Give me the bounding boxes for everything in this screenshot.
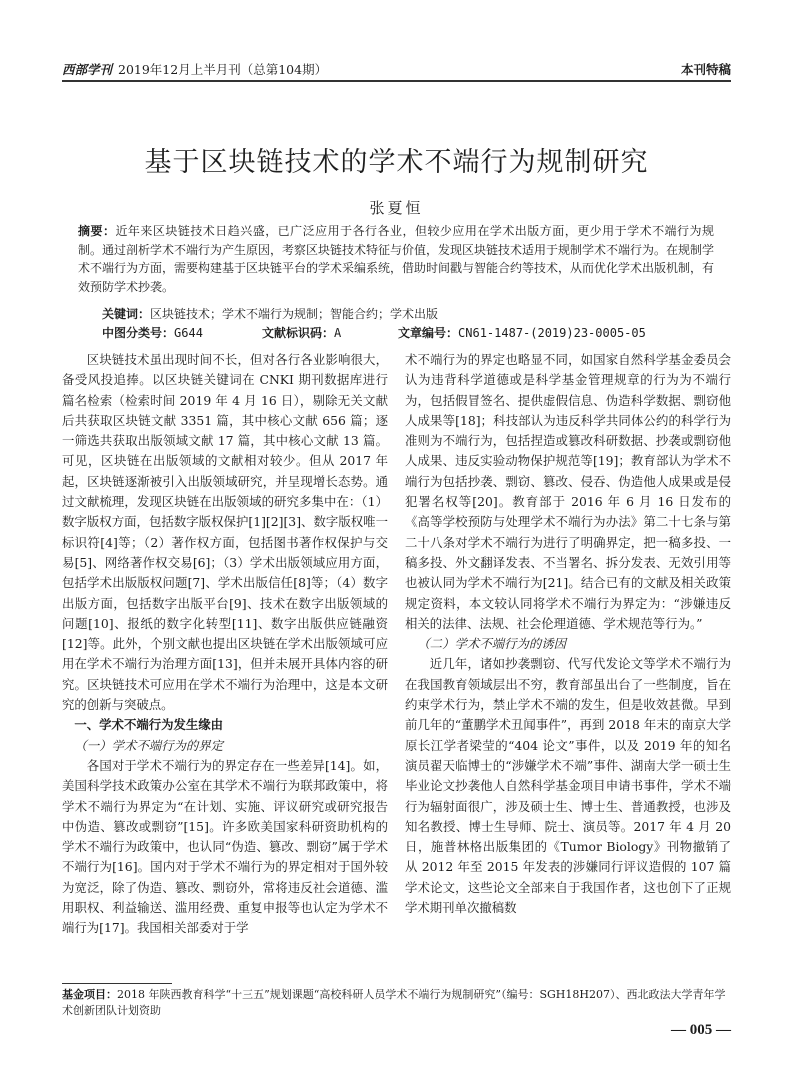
doc-code-label: 文献标识码：: [262, 326, 335, 340]
keywords-text: 区块链技术；学术不端行为规制；智能合约；学术出版: [150, 307, 439, 321]
clc-label: 中图分类号：: [102, 326, 175, 340]
author-name: 张夏恒: [369, 199, 424, 217]
abstract-text: 近年来区块链技术日趋兴盛，已广泛应用于各行各业，但较少应用在学术出版方面，更少用于学术不端行为规制。通过剖析学术不端行为产生原因，考察区块链技术特征与价值，发现区块链技术适用于规制学术不端行为。在规制学术不端行为方面，需要构建基于区块链平台的学术采编系统，借助时间戳与智能合约等技术，从而优化学术出版机制，有效预防学术抄袭。: [78, 224, 715, 294]
footnote-rule: [62, 983, 172, 984]
journal-logo: 西部学刊: [62, 62, 113, 77]
clc-value: G644: [174, 326, 203, 340]
left-paragraph-2: 各国对于学术不端行为的界定存在一些差异[14]。如，美国科学技术政策办公室在其学术不端行为联邦政策中，将学术不端行为界定为“在计划、实施、评议研究或研究报告中伪造、篡改或剽窃”[15]。许多欧美国家科研资助机构的学术不端行为政策中，也认同“伪造、篡改、剽窃”属于学术不端行为[16]。国内对于学术不端行为的界定相对于国外较为宽泛，除了伪造、篡改、剽窃外，常将违反社会道德、滥用职权、利益输送、滥用经费、重复申报等也认定为学术不端行为[17]。我国相关部委对于学: [62, 757, 388, 936]
keywords-label: 关键词：: [102, 307, 151, 321]
header-journal-issue: [62, 60, 327, 78]
keywords: [102, 305, 722, 322]
subsection-heading-2: （二）学术不端行为的诱因: [417, 636, 567, 652]
footnote: [62, 987, 731, 1019]
running-header: [62, 56, 731, 82]
left-column: [62, 350, 388, 939]
article-no-label: 文章编号：: [398, 326, 459, 340]
header-rule: [62, 80, 731, 82]
fund-text: 2018 年陕西教育科学“十三五”规划课题“高校科研人员学术不端行为规制研究”（编号：SGH18H207）、西北政法大学青年学术创新团队计划资助: [62, 988, 726, 1017]
article-no-value: CN61-1487-(2019)23-0005-05: [458, 326, 646, 340]
article-title: 基于区块链技术的学术不端行为规制研究: [144, 147, 649, 178]
abstract: [78, 222, 714, 296]
right-paragraph-2: 近几年，诸如抄袭剽窃、代写代发论文等学术不端行为在我国教育领域层出不穷，教育部虽出台了一些制度，旨在约束学术行为，禁止学术不端的发生，但是收效甚微。早到前几年的“董鹏学术丑闻事件”，再到 2018 年末的南京大学原长江学者梁莹的“404 论文”事件，以及 2019 年的知名演员翟天临博士的“涉嫌学术不端”事件、湖南大学一硕士生毕业论文抄袭他人自然科学基金项目申请书事件，学术不端行为辐射面很广，涉及硕士生、博士生、普通教授，也涉及知名教授、博士生导师、院士、演员等。2017 年 4 月 20 日，施普林格出版集团的《Tumor Biology》刊物撤销了从 2012 年至 2015 年发表的涉嫌同行评议造假的 107 篇学术论文，这些论文全部来自于我国作者，这也创下了正规学术期刊单次撤稿数: [405, 656, 731, 916]
issue-info: 2019年12月上半月刊（总第104期）: [118, 62, 328, 77]
right-paragraph-1: 术不端行为的界定也略显不同，如国家自然科学基金委员会认为违背科学道德或是科学基金管理规章的行为为不端行为，包括假冒签名、提供虚假信息、伪造科学数据、剽窃他人成果等[18]；科技部认为违反科学共同体公约的科学行为准则为不端行为，包括捏造或篡改科研数据、抄袭或剽窃他人成果、违反实验动物保护规范等[19]；教育部认为学术不端行为包括抄袭、剽窃、篡改、侵吞、伪造他人成果或是侵犯署名权等[20]。教育部于 2016 年 6 月 16 日发布的《高等学校预防与处理学术不端行为办法》第二十七条与第二十八条对学术不端行为进行了明确界定，把一稿多投、一稿多投、外文翻译发表、不当署名、拆分发表、无效引用等也被认同为学术不端行为[21]。结合已有的文献及相关政策规定资料，本文较认同将学术不端行为界定为：“涉嫌违反相关的法律、法规、社会伦理道德、学术规范等行为。”: [405, 352, 731, 631]
left-paragraph-1: 区块链技术虽出现时间不长，但对各行各业影响很大，备受风投追捧。以区块链关键词在 CNKI 期刊数据库进行篇名检索（检索时间 2019 年 4 月 16 日），剔除无关文献后共获取区块链文献 3351 篇，其中核心文献 656 篇；逐一筛选共获取出版领域文献 17 篇，其中核心文献 13 篇。可见，区块链在出版领域的文献相对较少。但从 2017 年起，区块链逐渐被引入出版领域研究，并呈现增长态势。通过文献梳理，发现区块链在出版领域的研究多集中在：（1）数字版权方面，包括数字版权保护[1][2][3]、数字版权唯一标识符[4]等；（2）著作权方面，包括图书著作权保护与交易[5]、网络著作权交易[6]；（3）学术出版领域应用方面，包括学术出版版权问题[7]、学术出版信任[8]等；（4）数字出版方面，包括数字出版平台[9]、技术在数字出版领域的问题[10]、报纸的数字化转型[11]、数字出版供应链融资[12]等。此外，个别文献也提出区块链在学术出版领域可应用在学术不端行为治理方面[13]，但并未展开具体内容的研究。区块链技术可应用在学术不端行为治理中，这是本文研究的创新与突破点。: [62, 352, 388, 713]
subsection-heading-1: （一）学术不端行为的界定: [74, 737, 224, 753]
fund-label: 基金项目：: [62, 988, 117, 1001]
section-label: 本刊特稿: [680, 62, 731, 77]
abstract-label: 摘要：: [78, 224, 116, 238]
doc-code-value: A: [334, 326, 342, 340]
section-heading-1: 一、学术不端行为发生缘由: [74, 717, 224, 733]
page-number: — 005 —: [671, 1022, 731, 1038]
right-column: [405, 350, 731, 918]
